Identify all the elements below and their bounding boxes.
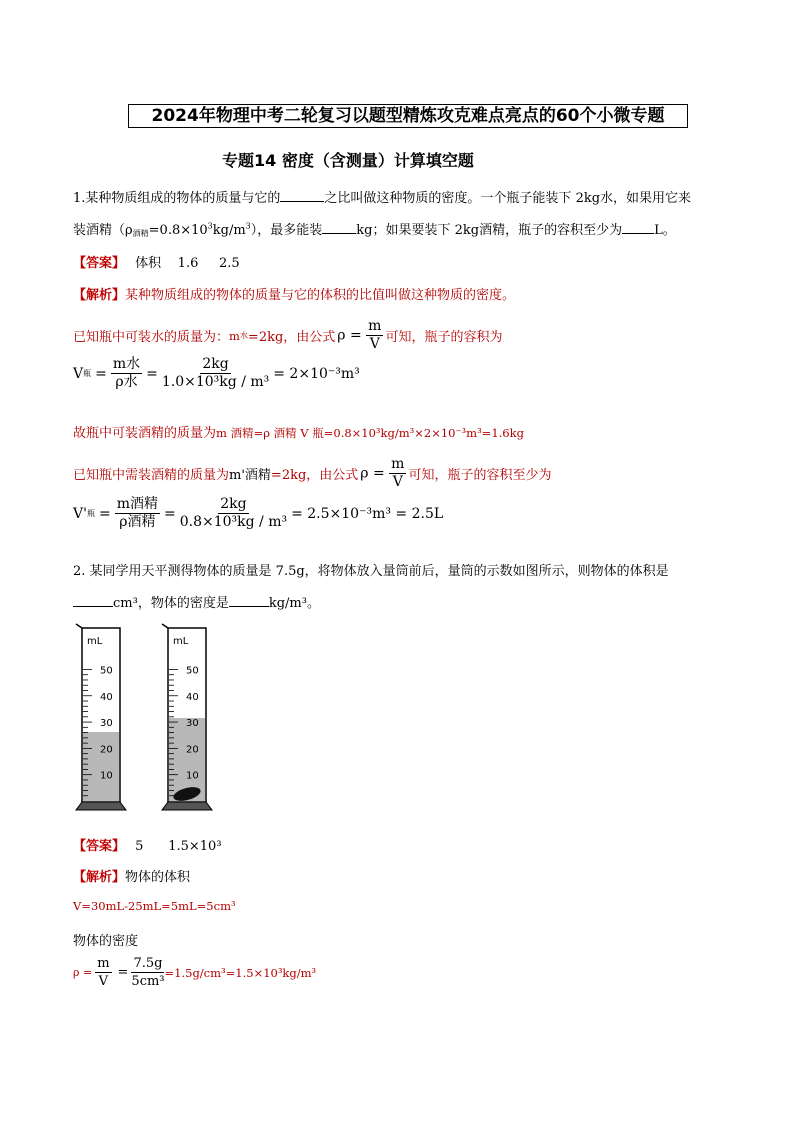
answer-blank-4[interactable] — [73, 594, 113, 607]
question-1-line-1: 1.某种物质组成的物体的质量与它的 之比叫做这种物质的密度。一个瓶子能装下 2kg水，如果用它来 — [73, 191, 692, 206]
analysis-1: 【解析】某种物质组成的物体的质量与它的体积的比值叫做这种物质的密度。 — [73, 288, 516, 303]
question-2-line-1: 2. 某同学用天平测得物体的质量是 7.5g，将物体放入量筒前后，量筒的示数如图所示，则物体的体积是 — [73, 564, 669, 579]
tick-label: 20 — [186, 744, 199, 756]
volume-calculation: V=30mL-25mL=5mL=5cm³ — [73, 899, 236, 913]
tick-label: 10 — [186, 770, 199, 782]
density-formula-2: ρ = $\frac{m}{V}$ — [360, 456, 405, 490]
tick-label: 50 — [186, 665, 199, 677]
volume-formula-1: V 瓶 = $\frac{\text{m水}}{\text{ρ水}}$ = $\frac{2kg}{\text{1.0×10³kg / m³}}$ = 2×10⁻³m³ — [73, 356, 360, 390]
cylinder-before — [76, 624, 126, 810]
density-label: 物体的密度 — [73, 934, 139, 949]
known-water-line: 已知瓶中可装水的质量为： m 水 =2kg，由公式 ρ = $\frac{m}{V}$ 可知，瓶子的容积为 — [73, 318, 503, 352]
known-alcohol-line: 已知瓶中需装酒精的质量为 m'酒精 =2kg，由公式 ρ = $\frac{m}{V}$ 可知，瓶子的容积至少为 — [73, 456, 552, 490]
answer-2: 【答案】 5 1.5×10³ — [73, 839, 222, 854]
tick-label: 30 — [186, 718, 199, 730]
answer-1: 【答案】 体积 1.6 2.5 — [73, 256, 240, 271]
alcohol-mass-line: 故瓶中可装酒精的质量为m 酒精=ρ 酒精 V 瓶=0.8×10³kg/m³×2×10⁻³m³=1.6kg — [73, 426, 524, 441]
document-title: 2024年物理中考二轮复习以题型精炼攻克难点亮点的60个小微专题 — [128, 104, 688, 128]
tick-label: 40 — [186, 691, 199, 703]
graduated-cylinders-figure — [74, 622, 214, 818]
answer-blank-1[interactable] — [280, 189, 324, 202]
density-calculation: ρ = $\frac{m}{V}$ = $\frac{7.5g}{\text{5cm³}}$ =1.5g/cm³=1.5×10³kg/m³ — [73, 956, 317, 989]
answer-blank-2[interactable] — [322, 221, 356, 234]
tick-label: 10 — [100, 770, 113, 782]
cylinder-after — [162, 624, 212, 810]
answer-blank-3[interactable] — [622, 221, 654, 234]
analysis-2: 【解析】物体的体积 — [73, 870, 191, 885]
question-2-line-2: cm³，物体的密度是 kg/m³。 — [73, 592, 320, 611]
tick-label: 20 — [100, 744, 113, 756]
question-1-line-2: 装酒精$(\rho_{酒精}=0.8\times 10^3kg/m^3)$，最多能装 kg；如果要装下 2kg酒精，瓶子的容积至少为 L。 — [73, 221, 676, 238]
section-title: 专题14 密度（含测量）计算填空题 — [222, 151, 474, 170]
unit-label: mL — [87, 636, 103, 647]
tick-label: 50 — [100, 665, 113, 677]
tick-label: 30 — [100, 718, 113, 730]
density-formula: ρ = $\frac{m}{V}$ — [337, 318, 382, 352]
volume-formula-2: V' 瓶 = $\frac{\text{m酒精}}{\text{ρ酒精}}$ = $\frac{2kg}{\text{0.8×10³kg / m³}}$ = 2.5×10⁻³m³ = 2.5L — [73, 496, 444, 530]
unit-label-2: mL — [173, 636, 189, 647]
answer-blank-5[interactable] — [229, 594, 269, 607]
tick-label: 40 — [100, 691, 113, 703]
